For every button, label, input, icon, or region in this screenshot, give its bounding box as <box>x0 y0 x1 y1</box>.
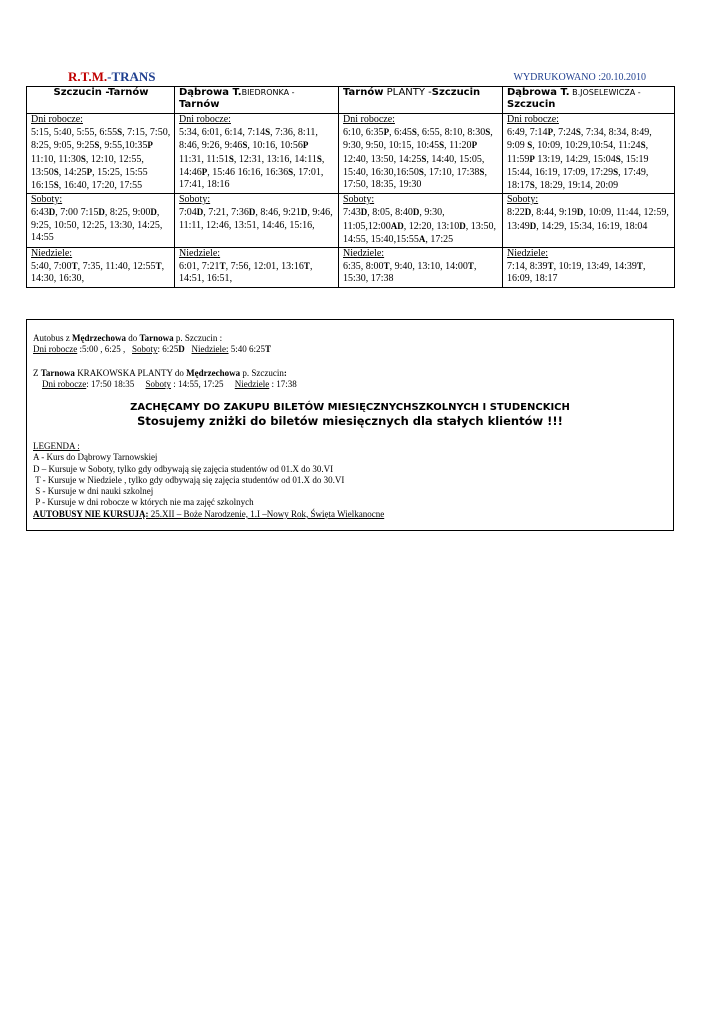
column-dabrowa-biedronka-tarnow: Dąbrowa T.BIEDRONKA - Tarnów <box>175 87 339 114</box>
no-service-note: AUTOBUSY NIE KURSUJĄ: 25.XII – Boże Narodzenie, 1.I –Nowy Rok, Święta Wielkanocne <box>33 508 385 519</box>
route-code: D <box>412 207 420 218</box>
legend-item: T - Kursuje w Niedziele , tylko gdy odbywają się zajęcia studentów od 01.X do 30.VI <box>33 474 345 485</box>
route-code: S <box>613 166 619 177</box>
route-code: D <box>98 207 105 218</box>
times-cell: Niedziele: 7:14, 8:39T, 10:19, 13:49, 14:39T, 16:09, 18:17 <box>503 248 675 288</box>
times-cell: Soboty: 6:43D, 7:00 7:15D, 8:25, 9:00D, 9:25, 10:50, 12:25, 13:30, 14:25, 14:55 <box>27 194 175 248</box>
route-code: D <box>459 220 466 231</box>
route-code: S <box>615 153 621 164</box>
times-cell: Dni robocze: 6:10, 6:35P, 6:45S, 6:55, 8:10, 8:30S, 9:30, 9:50, 10:15, 10:45S, 11:20P 12:40, 13:50, 14:25S, 14:40, 15:05, 15:40, 16:30,16:50S, 17:10, 17:38S, 17:50, 18:35, 19:30 <box>339 114 503 194</box>
route-code: D <box>576 207 584 218</box>
route-code: T <box>383 261 390 272</box>
promo-subheading: Stosujemy zniżki do biletów miesięcznych dla stałych klientów !!! <box>137 414 563 428</box>
timetable <box>26 86 675 288</box>
route-code: S <box>53 166 59 177</box>
promo-heading: ZACHĘCAMY DO ZAKUPU BILETÓW MIESIĘCZNYCHSZKOLNYCH I STUDENCKICH <box>130 402 570 413</box>
route-code: S <box>640 140 646 151</box>
departure-times: 7:43D, 8:05, 8:40D, 9:30, 11:05,12:00AD, 12:20, 13:10D, 13:50, 14:55, 15:40,15:55A, 17:25 <box>343 207 497 245</box>
route-code: S <box>316 153 322 164</box>
times-cell: Soboty: 7:04D, 7:21, 7:36D, 8:46, 9:21D, 9:46, 11:11, 12:46, 13:51, 14:46, 15:16, <box>175 194 339 248</box>
route-code: AD <box>390 220 404 231</box>
route-code: P <box>471 140 478 151</box>
route-code: P <box>302 140 309 151</box>
route-code: S <box>288 166 294 177</box>
route-code: S <box>411 127 417 138</box>
times-cell: Niedziele: 5:40, 7:00T, 7:35, 11:40, 12:55T, 14:30, 16:30, <box>27 248 175 288</box>
legend-item: P - Kursuje w dni robocze w których nie ma zajęć szkolnych <box>33 497 254 508</box>
company-logo: R.T.M.-TRANS <box>68 69 156 84</box>
route-code: D <box>196 207 204 218</box>
departure-times: 8:22D, 8:44, 9:19D, 10:09, 11:44, 12:59, 13:49D, 14:29, 15:34, 16:19, 18:04 <box>507 207 669 232</box>
route-code: S <box>421 153 427 164</box>
route-code: T <box>155 261 162 272</box>
document-header <box>26 70 674 86</box>
route-code: T <box>636 261 643 272</box>
route-code: T <box>219 261 226 272</box>
route-code: T <box>467 261 474 272</box>
route-code: P <box>147 140 153 151</box>
route-code: D <box>524 207 532 218</box>
times-cell: Dni robocze: 5:15, 5:40, 5:55, 6:55S, 7:15, 7:50, 8:25, 9:05, 9:25S, 9:55,10:35P 11:10, 11:30S, 12:10, 12:55, 13:50S, 14:25P, 15:25, 15:55 16:15S, 16:40, 17:20, 17:55 <box>27 114 175 194</box>
route-code: P <box>547 127 554 138</box>
route-code: P <box>201 166 208 177</box>
route-code: S <box>529 180 535 191</box>
departure-times: 7:14, 8:39T, 10:19, 13:49, 14:39T, 16:09, 18:17 <box>507 261 646 285</box>
route-code: P <box>86 166 93 177</box>
legend-title: LEGENDA : <box>33 441 80 451</box>
times-cell: Niedziele: 6:35, 8:00T, 9:40, 13:10, 14:00T, 15:30, 17:38 <box>339 248 503 288</box>
route-code: S <box>575 127 581 138</box>
route-code: S <box>418 166 424 177</box>
departure-times: 5:40, 7:00T, 7:35, 11:40, 12:55T, 14:30, 16:30, <box>31 261 165 285</box>
route-code: S <box>265 127 271 138</box>
table-row-saturdays <box>27 194 675 248</box>
times-cell: Dni robocze: 5:34, 6:01, 6:14, 7:14S, 7:36, 8:11, 8:46, 9:26, 9:46S, 10:16, 10:56P 11:31, 11:51S, 12:31, 13:16, 14:11S, 14:46P, 15:46 16:16, 16:36S, 17:01, 17:41, 18:16 <box>175 114 339 194</box>
print-date: WYDRUKOWANO :20.10.2010 <box>513 72 646 83</box>
route-code: T <box>547 261 554 272</box>
timetable-header-row <box>27 87 675 114</box>
departure-times: 5:15, 5:40, 5:55, 6:55S, 7:15, 7:50, 8:25, 9:05, 9:25S, 9:55,10:35P 11:10, 11:30S, 12:10, 12:55, 13:50S, 14:25P, 15:25, 15:55 16:15S, 16:40, 17:20, 17:55 <box>31 127 171 192</box>
route-code: S <box>228 153 234 164</box>
route-medrzechow-tarnow: Autobus z Mędrzechowa do Tarnowa p. Szczucin : Dni robocze :5:00 , 6:25 , Soboty: 6:25D Niedziele: 5:40 6:25T <box>33 333 272 355</box>
table-row-workdays <box>27 114 675 194</box>
route-code: S <box>80 153 86 164</box>
column-szczucin-tarnow: Szczucin -Tarnów <box>27 87 175 114</box>
route-code: P <box>529 153 535 164</box>
route-code: S <box>527 140 533 151</box>
route-code: T <box>71 261 78 272</box>
route-code: D <box>300 207 308 218</box>
times-cell: Dni robocze: 6:49, 7:14P, 7:24S, 7:34, 8:34, 8:49, 9:09 S, 10:09, 10:29,10:54, 11:24S, 11:59P 13:19, 14:29, 15:04S, 15:19 15:44, 16:19, 17:09, 17:29S, 17:49, 18:17S, 18:29, 19:14, 20:09 <box>503 114 675 194</box>
route-code: D <box>529 220 537 231</box>
route-code: S <box>439 140 445 151</box>
route-code: D <box>360 207 368 218</box>
route-code: D <box>150 207 157 218</box>
departure-times: 6:01, 7:21T, 7:56, 12:01, 13:16T, 14:51, 16:51, <box>179 261 313 285</box>
legend-item: A - Kurs do Dąbrowy Tarnowskiej <box>33 452 158 463</box>
departure-times: 6:35, 8:00T, 9:40, 13:10, 14:00T, 15:30, 17:38 <box>343 261 477 285</box>
departure-times: 6:49, 7:14P, 7:24S, 7:34, 8:34, 8:49, 9:09 S, 10:09, 10:29,10:54, 11:24S, 11:59P 13:19, 14:29, 15:04S, 15:19 15:44, 16:19, 17:09, 17:29S, 17:49, 18:17S, 18:29, 19:14, 20:09 <box>507 127 652 192</box>
route-code: D <box>248 207 256 218</box>
route-code: P <box>383 127 390 138</box>
departure-times: 5:34, 6:01, 6:14, 7:14S, 7:36, 8:11, 8:46, 9:26, 9:46S, 10:16, 10:56P 11:31, 11:51S, 12:31, 13:16, 14:11S, 14:46P, 15:46 16:16, 16:36S, 17:01, 17:41, 18:16 <box>179 127 325 191</box>
times-cell: Soboty: 8:22D, 8:44, 9:19D, 10:09, 11:44, 12:59, 13:49D, 14:29, 15:34, 16:19, 18:04 <box>503 194 675 248</box>
column-tarnow-planty-szczucin: Tarnów PLANTY -Szczucin <box>339 87 503 114</box>
route-tarnow-medrzechow: Z Tarnowa KRAKOWSKA PLANTY do Mędrzechowa p. Szczucin: Dni robocze: 17:50 18:35 Soboty : 14:55, 17:25 Niedziele : 17:38 <box>33 368 297 390</box>
route-code: S <box>117 127 123 138</box>
route-code: S <box>485 127 491 138</box>
info-box <box>26 319 674 531</box>
route-code: S <box>53 180 59 191</box>
departure-times: 6:10, 6:35P, 6:45S, 6:55, 8:10, 8:30S, 9:30, 9:50, 10:15, 10:45S, 11:20P 12:40, 13:50, 14:25S, 14:40, 15:05, 15:40, 16:30,16:50S, 17:10, 17:38S, 17:50, 18:35, 19:30 <box>343 127 493 191</box>
route-code: D <box>48 207 56 218</box>
departure-times: 7:04D, 7:21, 7:36D, 8:46, 9:21D, 9:46, 11:11, 12:46, 13:51, 14:46, 15:16, <box>179 207 333 231</box>
times-cell: Soboty: 7:43D, 8:05, 8:40D, 9:30, 11:05,12:00AD, 12:20, 13:10D, 13:50, 14:55, 15:40,15:55A, 17:25 <box>339 194 503 248</box>
route-code: S <box>242 140 248 151</box>
table-row-sundays <box>27 248 675 288</box>
route-code: T <box>303 261 310 272</box>
times-cell: Niedziele: 6:01, 7:21T, 7:56, 12:01, 13:16T, 14:51, 16:51, <box>175 248 339 288</box>
legend <box>33 441 384 520</box>
legend-item: D – Kursuje w Soboty, tylko gdy odbywają się zajęcia studentów od 01.X do 30.VI <box>33 463 334 474</box>
route-code: S <box>94 140 100 151</box>
legend-item: S - Kursuje w dni nauki szkolnej <box>33 486 154 497</box>
route-code: A <box>418 233 426 244</box>
departure-times: 6:43D, 7:00 7:15D, 8:25, 9:00D, 9:25, 10:50, 12:25, 13:30, 14:25, 14:55 <box>31 207 163 243</box>
route-code: S <box>479 166 485 177</box>
column-dabrowa-joselewicza-szczucin: Dąbrowa T. B.JOSELEWICZA - Szczucin <box>503 87 675 114</box>
